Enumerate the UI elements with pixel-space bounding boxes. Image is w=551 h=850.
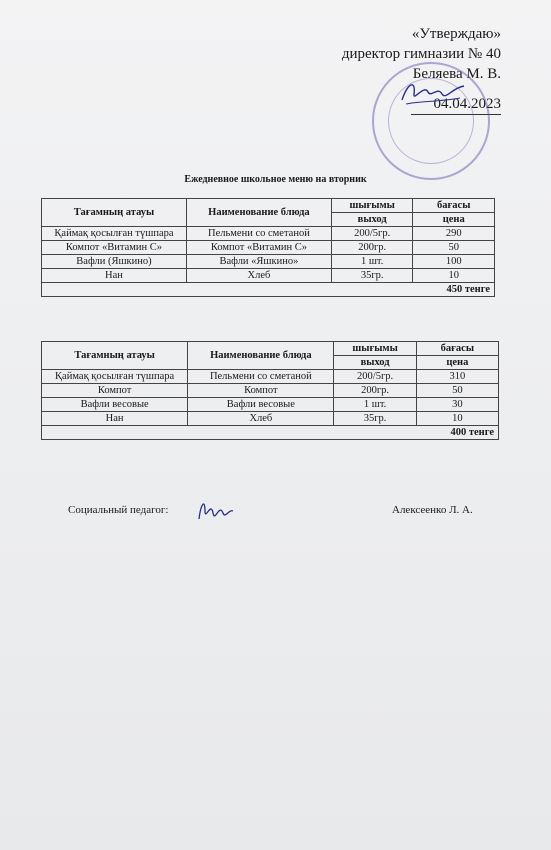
cell-price: 10: [416, 412, 498, 426]
header-price-sub: цена: [413, 213, 495, 227]
cell-price: 30: [416, 398, 498, 412]
header-output: шығымы: [334, 342, 416, 356]
header-price-sub: цена: [416, 356, 498, 370]
cell-output: 200гр.: [334, 384, 416, 398]
header-output-sub: выход: [331, 213, 413, 227]
table-row: [42, 370, 499, 384]
cell-output: 1 шт.: [331, 255, 413, 269]
cell-output: 35гр.: [331, 269, 413, 283]
cell-price: 50: [413, 241, 495, 255]
header-kz-name: Тағамның атауы: [42, 342, 188, 370]
cell-ru: Пельмени со сметаной: [188, 370, 334, 384]
header-price: бағасы: [416, 342, 498, 356]
approval-position: директор гимназии № 40: [341, 46, 501, 62]
table-row: [42, 241, 495, 255]
approval-title: «Утверждаю»: [411, 26, 501, 42]
cell-ru: Вафли «Яшкино»: [186, 255, 331, 269]
menu-table-1: [41, 198, 495, 297]
cell-price: 50: [416, 384, 498, 398]
header-output-sub: выход: [334, 356, 416, 370]
cell-output: 1 шт.: [334, 398, 416, 412]
header-output: шығымы: [331, 199, 413, 213]
cell-output: 200/5гр.: [334, 370, 416, 384]
cell-ru: Хлеб: [186, 269, 331, 283]
cell-kz: Нан: [42, 269, 187, 283]
table-total: 450 тенге: [42, 283, 495, 297]
table-row: [42, 269, 495, 283]
cell-price: 100: [413, 255, 495, 269]
table-row: [42, 255, 495, 269]
cell-ru: Пельмени со сметаной: [186, 227, 331, 241]
cell-ru: Хлеб: [188, 412, 334, 426]
cell-output: 35гр.: [334, 412, 416, 426]
cell-ru: Вафли весовые: [188, 398, 334, 412]
cell-kz: Вафли (Яшкино): [42, 255, 187, 269]
cell-ru: Компот «Витамин С»: [186, 241, 331, 255]
cell-price: 10: [413, 269, 495, 283]
table-row: [42, 412, 499, 426]
cell-kz: Компот «Витамин С»: [42, 241, 187, 255]
header-price: бағасы: [413, 199, 495, 213]
approval-date: 04.04.2023: [411, 94, 501, 115]
pedagogue-signature: [195, 495, 237, 525]
header-kz-name: Тағамның атауы: [42, 199, 187, 227]
cell-price: 310: [416, 370, 498, 384]
header-ru-name: Наименование блюда: [188, 342, 334, 370]
menu-table-2: [41, 341, 499, 440]
director-signature: [398, 74, 468, 110]
cell-output: 200гр.: [331, 241, 413, 255]
approval-name: Беляева М. В.: [412, 66, 501, 82]
cell-kz: Қаймақ қосылған түшпара: [42, 370, 188, 384]
menu-title: Ежедневное школьное меню на вторник: [184, 174, 367, 185]
cell-kz: Компот: [42, 384, 188, 398]
table-row: [42, 227, 495, 241]
table-total: 400 тенге: [42, 426, 499, 440]
cell-kz: Нан: [42, 412, 188, 426]
cell-price: 290: [413, 227, 495, 241]
cell-output: 200/5гр.: [331, 227, 413, 241]
header-ru-name: Наименование блюда: [186, 199, 331, 227]
cell-kz: Вафли весовые: [42, 398, 188, 412]
table-row: [42, 384, 499, 398]
table-row: [42, 398, 499, 412]
signature-name: Алексеенко Л. А.: [392, 504, 473, 516]
cell-ru: Компот: [188, 384, 334, 398]
signature-role: Социальный педагог:: [68, 504, 169, 516]
cell-kz: Қаймақ қосылған түшпара: [42, 227, 187, 241]
